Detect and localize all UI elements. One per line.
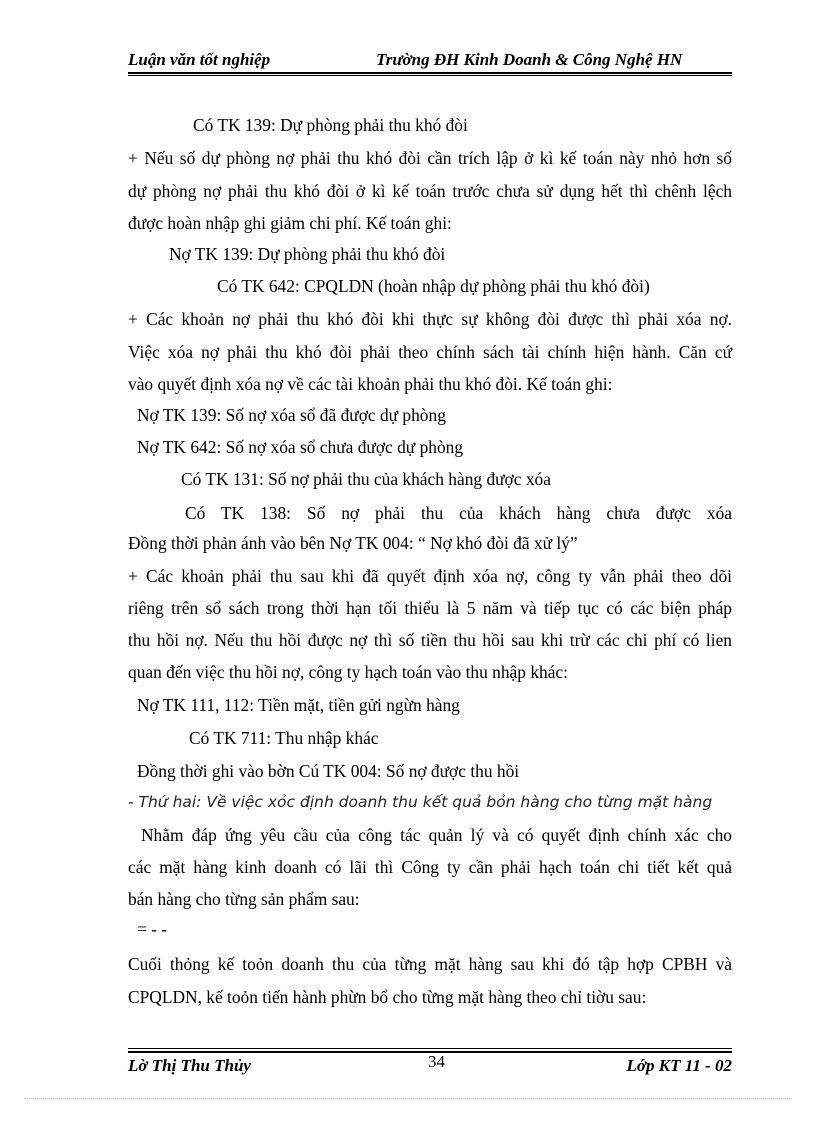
text-line: vào quyết định xóa nợ về các tài khoản phải thu khó đòi. Kế toán ghi: — [128, 374, 613, 394]
text-line: Có TK 138: Số nợ phải thu của khách hàng chưa được xóa — [185, 503, 732, 523]
text-line: được hoàn nhập ghi giảm chi phí. Kế toán ghi: — [128, 213, 452, 233]
text-line: quan đến việc thu hồi nợ, công ty hạch toán vào thu nhập khác: — [128, 662, 568, 682]
page-footer — [128, 1054, 732, 1080]
text-line: Đồng thời ghi vào bờn Cú TK 004: Số nợ được thu hồi — [137, 761, 520, 781]
text-line: Có TK 131: Số nợ phải thu của khách hàng được xóa — [181, 469, 551, 489]
header-thesis-label: Luận văn tốt nghiệp — [128, 50, 271, 69]
text-line: + Nếu số dự phòng nợ phải thu khó đòi cần trích lập ở kì kế toán này nhỏ hơn số — [128, 148, 732, 168]
text-line: + Các khoản phải thu sau khi đã quyết định xóa nợ, công ty vẫn phải theo dõi — [128, 566, 732, 586]
text-line: CPQLDN, kế toỏn tiến hành phừn bổ cho từng mặt hàng theo chỉ tiờu sau: — [128, 987, 647, 1007]
section-heading-line: - Thứ hai: Về việc xỏc định doanh thu kết quả bỏn hàng cho từng mặt hàng — [128, 793, 713, 811]
header-rule-thin — [128, 75, 732, 76]
text-line: dự phòng nợ phải thu khó đòi ở kì kế toán trước chưa sử dụng hết thì chênh lệch — [128, 181, 732, 201]
footer-rule-thin — [128, 1048, 732, 1049]
text-line: Nhằm đáp ứng yêu cầu của công tác quản lý và có quyết định chính xác cho — [141, 825, 732, 845]
text-line: bán hàng cho từng sản phẩm sau: — [128, 889, 360, 909]
text-line: Nợ TK 111, 112: Tiền mặt, tiền gửi ngừn hàng — [137, 695, 460, 715]
page-number: 34 — [428, 1052, 445, 1071]
page-header — [128, 44, 732, 72]
text-line: Có TK 711: Thu nhập khác — [189, 728, 379, 748]
text-line: Đồng thời phản ánh vào bên Nợ TK 004: “ Nợ khó đòi đã xử lý” — [128, 533, 578, 553]
page-bottom-edge — [24, 1098, 792, 1099]
text-line: Nợ TK 642: Số nợ xóa sổ chưa được dự phòng — [137, 437, 464, 457]
text-line: Có TK 139: Dự phòng phải thu khó đòi — [193, 115, 468, 135]
header-university: Trường ĐH Kinh Doanh & Công Nghệ HN — [376, 50, 683, 69]
header-rule — [128, 72, 732, 74]
footer-class: Lớp KT 11 - 02 — [626, 1056, 732, 1075]
text-line: Cuối thỏng kế toỏn doanh thu của từng mặt hàng sau khi đó tập hợp CPBH và — [128, 954, 732, 974]
text-line: riêng trên sổ sách trong thời hạn tối thiểu là 5 năm và tiếp tục có các biện pháp — [128, 598, 732, 618]
footer-author: Lờ Thị Thu Thủy — [128, 1056, 251, 1075]
text-line: các mặt hàng kinh doanh có lãi thì Công ty cần phải hạch toán chi tiết kết quả — [128, 857, 732, 877]
text-line: thu hồi nợ. Nếu thu hồi được nợ thì số tiền thu hồi sau khi trừ các chi phí có lien — [128, 630, 732, 650]
text-line: Việc xóa nợ phải thu khó đòi phải theo chính sách tài chính hiện hành. Căn cứ — [128, 342, 732, 362]
text-line: Có TK 642: CPQLDN (hoàn nhập dự phòng phải thu khó đòi) — [217, 276, 650, 296]
formula-line: = - - — [137, 919, 168, 939]
text-line: + Các khoản nợ phải thu khó đòi khi thực sự không đòi được thì phải xóa nợ. — [128, 309, 732, 329]
text-line: Nợ TK 139: Số nợ xóa sổ đã được dự phòng — [137, 405, 446, 425]
text-line: Nợ TK 139: Dự phòng phải thu khó đòi — [169, 244, 446, 264]
